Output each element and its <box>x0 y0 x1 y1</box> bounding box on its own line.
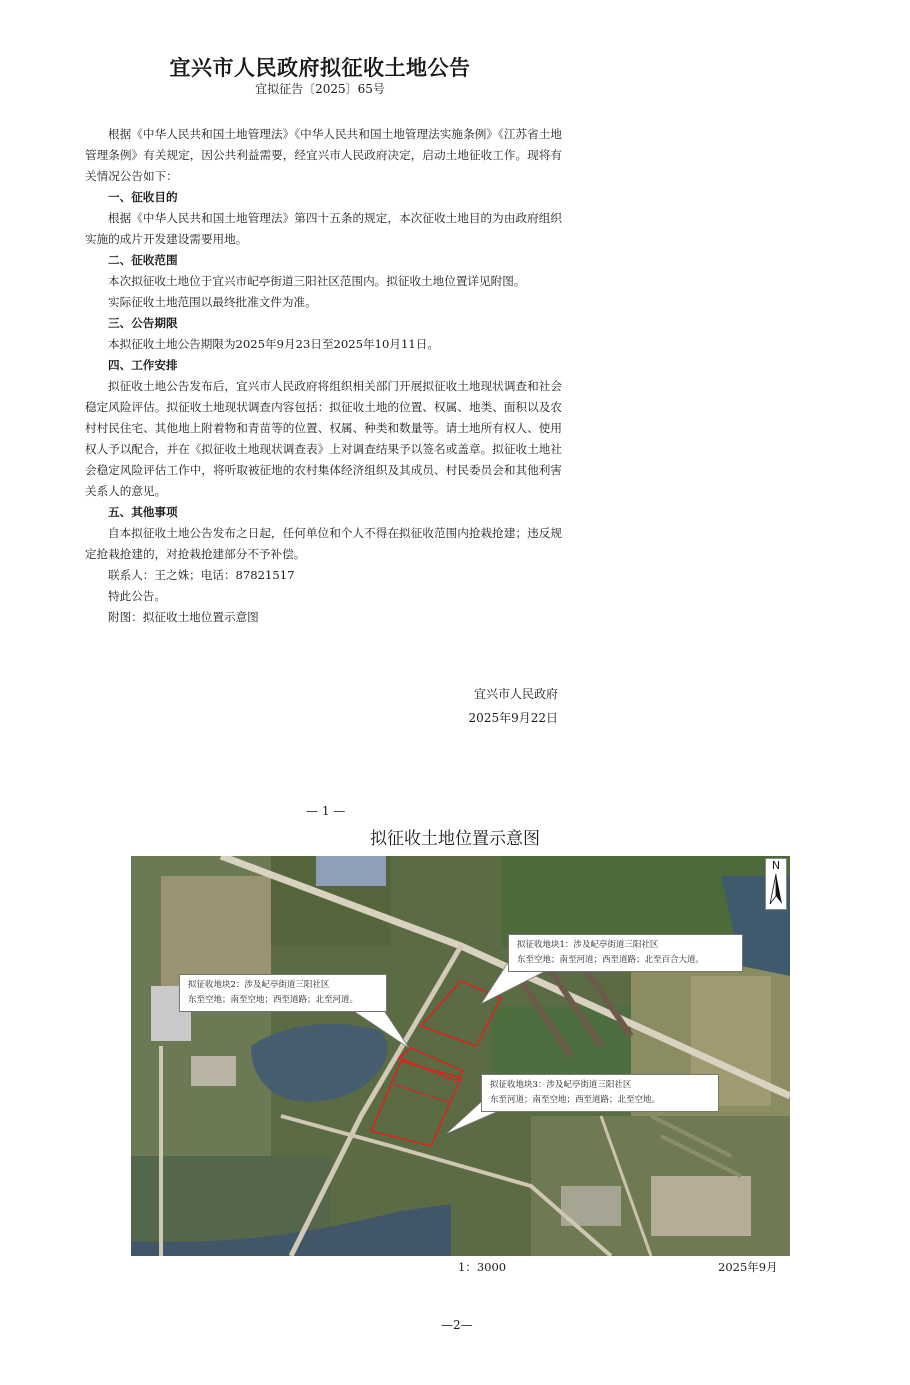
document-number: 宜拟征告〔2025〕65号 <box>255 82 385 96</box>
north-arrow-icon <box>765 858 787 910</box>
map-scale: 1：3000 <box>458 1260 507 1274</box>
map-date: 2025年9月 <box>718 1260 778 1274</box>
north-label: N <box>771 859 781 872</box>
page-number-1: — 1 — <box>306 804 346 818</box>
section-heading-other: 五、其他事项 <box>108 505 178 519</box>
section-heading-purpose: 一、征收目的 <box>108 190 178 204</box>
section-text-scope: 本次拟征收土地位于宜兴市屺亭街道三阳社区范围内。拟征收土地位置详见附图。 <box>108 274 526 288</box>
section-text-work: 拟征收土地公告发布后，宜兴市人民政府将组织相关部门开展拟征收土地现状调查和社会稳定风险评估。拟征收土地现状调查内容包括：拟征收土地的位置、权属、地类、面积以及农村村民住宅、其他地上附着物和青苗等的位置、权属、种类和数量等。请土地所有权人、使用权人予以配合，并在《拟征收土地现状调查表》上对调查结果予以签名或盖章。拟征收土地社会稳定风险评估工作中，将听取被征地的农村集体经济组织及其成员、村民委员会和其他利害关系人的意见。 <box>85 379 562 498</box>
callout-parcel-3 <box>481 1074 719 1112</box>
parcel-overlay <box>131 856 790 1256</box>
section-heading-work: 四、工作安排 <box>108 358 178 372</box>
section-text-purpose: 根据《中华人民共和国土地管理法》第四十五条的规定，本次征收土地目的为由政府组织实施的成片开发建设需要用地。 <box>85 211 562 246</box>
section-text-period: 本拟征收土地公告期限为2025年9月23日至2025年10月11日。 <box>108 337 439 351</box>
callout-3-bounds: 东至河道；南至空地；西至道路；北至空地。 <box>490 1095 661 1105</box>
callout-1-title: 拟征收地块1：涉及屺亭街道三阳社区 <box>517 940 659 950</box>
callout-2-bounds: 东至空地；南至空地；西至道路；北至河道。 <box>188 995 359 1005</box>
signature-date: 2025年9月22日 <box>468 711 558 725</box>
intro-paragraph: 根据《中华人民共和国土地管理法》《中华人民共和国土地管理法实施条例》《江苏省土地管理条例》有关规定，因公共利益需要，经宜兴市人民政府决定，启动土地征收工作。现将有关情况公告如下： <box>85 127 562 183</box>
signature-org: 宜兴市人民政府 <box>473 687 558 701</box>
attachment-line: 附图：拟征收土地位置示意图 <box>108 610 259 624</box>
page-number-2: —2— <box>441 1318 473 1332</box>
section-text-scope-note: 实际征收土地范围以最终批准文件为准。 <box>108 295 317 309</box>
contact-line: 联系人：王之姝；电话：87821517 <box>108 568 295 582</box>
callout-3-title: 拟征收地块3：涉及屺亭街道三阳社区 <box>490 1080 632 1090</box>
section-heading-scope: 二、征收范围 <box>108 253 178 267</box>
section-heading-period: 三、公告期限 <box>108 316 178 330</box>
callout-2-title: 拟征收地块2：涉及屺亭街道三阳社区 <box>188 980 330 990</box>
notice-title: 宜兴市人民政府拟征收土地公告 <box>169 55 471 80</box>
callout-parcel-1 <box>508 934 743 972</box>
callout-parcel-2 <box>179 974 387 1012</box>
parcel-1-outline <box>421 981 501 1046</box>
closing-line: 特此公告。 <box>108 589 166 603</box>
map-title: 拟征收土地位置示意图 <box>370 829 540 849</box>
section-text-other: 自本拟征收土地公告发布之日起，任何单位和个人不得在拟征收范围内抢栽抢建；违反规定抢栽抢建的，对抢栽抢建部分不予补偿。 <box>85 526 562 561</box>
notice-body <box>85 124 562 628</box>
signature-block <box>469 682 558 730</box>
callout-1-bounds: 东至空地；南至河道；西至道路；北至百合大道。 <box>517 955 705 965</box>
